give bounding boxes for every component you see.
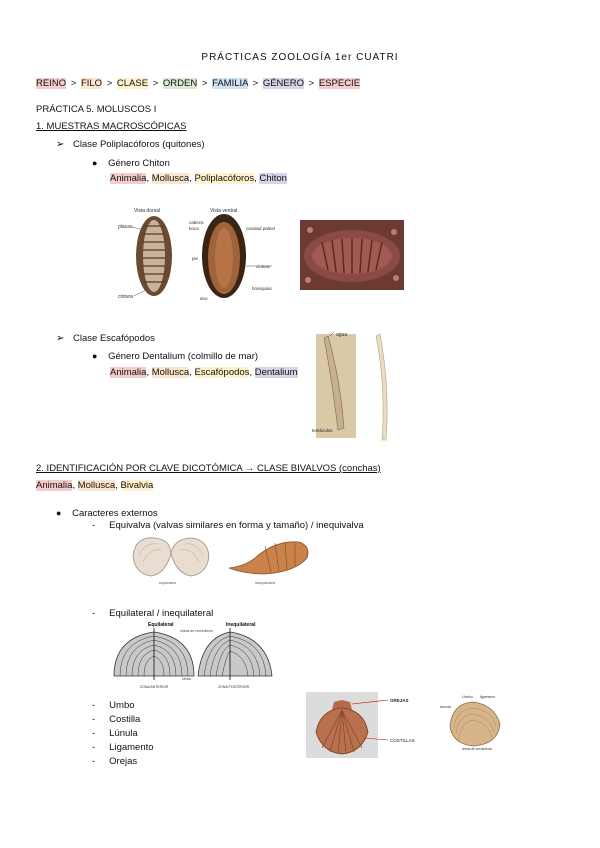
chain-familia: FAMILIA — [212, 78, 248, 89]
equivalva-figures — [125, 532, 315, 586]
svg-text:lúnula: lúnula — [440, 704, 451, 709]
svg-text:inequivalva: inequivalva — [255, 580, 276, 585]
arrow-bullet-icon: ➢ — [56, 139, 65, 150]
svg-text:placas: placas — [118, 224, 133, 230]
section2-taxa: Animalia, Mollusca, Bivalvia — [36, 480, 154, 491]
chain-orden: ORDEN — [162, 78, 198, 89]
svg-text:Equilateral: Equilateral — [148, 622, 174, 628]
class1-item: ➢ Clase Poliplacóforos (quitones) — [56, 139, 205, 150]
svg-text:ZONA ANTERIOR: ZONA ANTERIOR — [140, 685, 169, 689]
clam-figure — [440, 690, 512, 752]
svg-text:branquias: branquias — [252, 286, 272, 291]
class2-taxa: Animalia, Mollusca, Escafópodos, Dentalium — [110, 367, 298, 378]
feature-lunula: - Lúnula — [92, 728, 138, 739]
svg-text:Umbo: Umbo — [182, 677, 192, 681]
svg-text:equivalva: equivalva — [159, 580, 176, 585]
svg-text:tentáculos: tentáculos — [312, 428, 333, 433]
svg-text:ano: ano — [200, 296, 208, 301]
arrow-bullet-icon: ➢ — [56, 333, 65, 344]
feature-orejas: - Orejas — [92, 756, 138, 767]
scallop-figure — [306, 692, 430, 758]
chain-especie: ESPECIE — [318, 78, 361, 89]
inequilateral-shell — [198, 628, 272, 680]
item-equilateral: - Equilateral / inequilateral — [92, 608, 214, 619]
item-equivalva: - Equivalva (valvas similares en forma y tamaño) / inequivalva — [92, 520, 364, 531]
chiton-diagram — [112, 200, 280, 304]
feature-costilla: - Costilla — [92, 714, 141, 725]
dentalium-figures — [310, 328, 410, 444]
section2-heading: 2. IDENTIFICACIÓN POR CLAVE DICOTÓMICA → CLASE BIVALVOS (conchas) — [36, 463, 381, 474]
class2-item: ➢ Clase Escafópodos — [56, 333, 155, 344]
svg-text:Vista ventral: Vista ventral — [210, 208, 238, 214]
bullet-dot-icon: ● — [56, 508, 62, 518]
svg-text:pie: pie — [192, 256, 199, 261]
equilateral-figures — [108, 618, 276, 690]
svg-text:ligamento: ligamento — [480, 695, 496, 699]
svg-text:cavidad paleal: cavidad paleal — [246, 226, 275, 231]
practice-title: PRÁCTICA 5. MOLUSCOS I — [36, 104, 157, 115]
svg-text:cintura: cintura — [118, 294, 134, 300]
svg-text:cintura: cintura — [256, 264, 270, 269]
feature-ligamento: - Ligamento — [92, 742, 154, 753]
section1-heading: 1. MUESTRAS MACROSCÓPICAS — [36, 121, 187, 132]
chiton-photo — [300, 220, 404, 290]
svg-text:boca: boca — [189, 226, 199, 231]
chain-genero: GÉNERO — [262, 78, 304, 89]
svg-text:ZONA POSTERIOR: ZONA POSTERIOR — [218, 685, 250, 689]
svg-text:Umbo: Umbo — [462, 694, 473, 699]
document-title: PRÁCTICAS ZOOLOGÍA 1er CUATRI — [201, 52, 399, 63]
svg-text:OREJAS: OREJAS — [390, 698, 409, 703]
svg-text:líneas de crecimiento: líneas de crecimiento — [180, 629, 214, 633]
svg-text:agua: agua — [336, 332, 348, 338]
bullet-dot-icon: ● — [92, 158, 98, 168]
chain-clase: CLASE — [116, 78, 149, 89]
class1-taxa: Animalia, Mollusca, Poliplacóforos, Chiton — [110, 173, 287, 184]
equilateral-shell — [114, 628, 194, 680]
bullet-dot-icon: ● — [92, 351, 98, 361]
svg-text:Vista dorsal: Vista dorsal — [134, 208, 161, 214]
taxonomy-chain: REINO > FILO > CLASE > ORDEN > FAMILIA > GÉNERO > ESPECIE — [36, 78, 361, 89]
chain-filo: FILO — [80, 78, 103, 89]
svg-text:Inequilateral: Inequilateral — [226, 622, 256, 628]
bullet-caracteres: ● Caracteres externos — [56, 508, 158, 519]
inequivalva-shell — [229, 542, 308, 574]
svg-text:COSTILLAS: COSTILLAS — [390, 738, 415, 743]
svg-text:líneas de crecimiento: líneas de crecimiento — [462, 747, 493, 751]
feature-umbo: - Umbo — [92, 700, 135, 711]
svg-text:cabeza: cabeza — [189, 220, 204, 225]
class2-genus: ● Género Dentalium (colmillo de mar) — [92, 351, 259, 362]
equivalva-shell — [133, 538, 209, 576]
class1-genus: ● Género Chiton — [92, 158, 170, 169]
chain-reino: REINO — [36, 78, 67, 89]
